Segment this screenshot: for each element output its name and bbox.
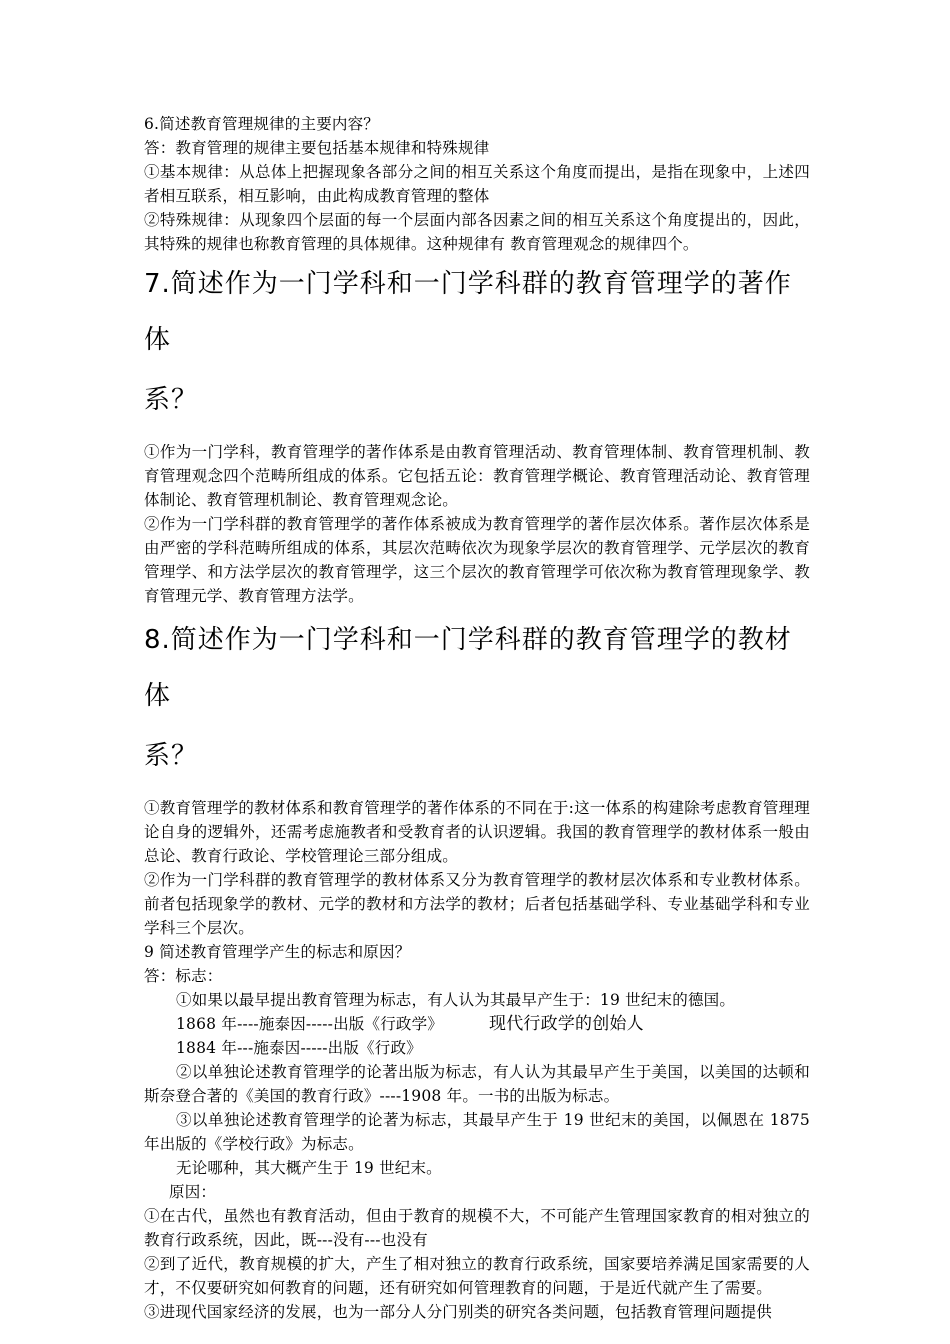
- q9-answer-label: 答：标志：: [144, 967, 223, 985]
- q8-paragraph-2: ②作为一门学科群的教育管理学的教材体系又分为教育管理学的教材层次体系和专业教材体系。前者包括现象学的教材、元学的教材和方法学的教材；后者包括基础学科、专业基础学科和专业学科三个层次。: [144, 871, 810, 937]
- q9-reason-3: ③进现代国家经济的发展，也为一部分人分门别类的研究各类问题，包括教育管理问题提供: [144, 1303, 773, 1321]
- q6-paragraph-2: ②特殊规律：从现象四个层面的每一个层面内部各因素之间的相互关系这个角度提出的，因此，其特殊的规律也称教育管理的具体规律。这种规律有 教育管理观念的规律四个。: [144, 211, 810, 253]
- q8-heading: [144, 612, 810, 788]
- q9-marker-1-line-1: [144, 1012, 810, 1036]
- q9-title: 9 简述教育管理学产生的标志和原因？: [144, 943, 411, 961]
- q9-founder-note: 现代行政学的创始人: [489, 1014, 644, 1034]
- q9-marker-1-line-2: 1884 年---施泰因-----出版《行政》: [176, 1039, 422, 1057]
- q9-marker-1: ①如果以最早提出教育管理为标志，有人认为其最早产生于：19 世纪末的德国。: [176, 991, 736, 1009]
- q7-paragraph-2: ②作为一门学科群的教育管理学的著作体系被成为教育管理学的著作层次体系。著作层次体系是由严密的学科范畴所组成的体系，其层次范畴依次为现象学层次的教育管理学、元学层次的教育管理学、和方法学层次的教育管理学，这三个层次的教育管理学可依次称为教育管理现象学、教育管理元学、教育管理方法学。: [144, 515, 810, 605]
- q8-heading-line-1: 8.简述作为一门学科和一门学科群的教育管理学的教材体: [144, 625, 792, 711]
- q9-reason-1: ①在古代，虽然也有教育活动，但由于教育的规模不大，不可能产生管理国家教育的相对独立的教育行政系统，因此，既---没有---也没有: [144, 1207, 810, 1249]
- q9-marker-3: ③以单独论述教育管理学的论著为标志，其最早产生于 19 世纪末的美国，以佩恩在 1875 年出版的《学校行政》为标志。: [144, 1111, 810, 1153]
- q9-1868-entry: 1868 年----施泰因-----出版《行政学》: [176, 1015, 444, 1033]
- q9-summary: 无论哪种，其大概产生于 19 世纪末。: [176, 1159, 442, 1177]
- document-body: [144, 112, 810, 1324]
- q7-heading-line-2: 系？: [144, 385, 199, 415]
- q7-paragraph-1: ①作为一门学科，教育管理学的著作体系是由教育管理活动、教育管理体制、教育管理机制、教育管理观念四个范畴所组成的体系。它包括五论：教育管理学概论、教育管理活动论、教育管理体制论、教育管理机制论、教育管理观念论。: [144, 443, 810, 509]
- q6-title: 6.简述教育管理规律的主要内容？: [144, 115, 379, 133]
- q9-marker-2: ②以单独论述教育管理学的论著出版为标志，有人认为其最早产生于美国，以美国的达顿和斯奈登合著的《美国的教育行政》----1908 年。一书的出版为标志。: [144, 1063, 810, 1105]
- q8-heading-line-2: 系？: [144, 741, 199, 771]
- q6-paragraph-1: ①基本规律：从总体上把握现象各部分之间的相互关系这个角度而提出，是指在现象中，上述四者相互联系，相互影响，由此构成教育管理的整体: [144, 163, 810, 205]
- q7-heading-line-1: 7.简述作为一门学科和一门学科群的教育管理学的著作体: [144, 269, 792, 355]
- q9-reason-label: 原因：: [169, 1183, 217, 1201]
- q8-paragraph-1: ①教育管理学的教材体系和教育管理学的著作体系的不同在于:这一体系的构建除考虑教育管理理论自身的逻辑外，还需考虑施教者和受教育者的认识逻辑。我国的教育管理学的教材体系一般由总论、教育行政论、学校管理论三部分组成。: [144, 799, 810, 865]
- q9-reason-2: ②到了近代，教育规模的扩大，产生了相对独立的教育行政系统，国家要培养满足国家需要的人才，不仅要研究如何教育的问题，还有研究如何管理教育的问题，于是近代就产生了需要。: [144, 1255, 810, 1297]
- q6-answer: 答：教育管理的规律主要包括基本规律和特殊规律: [144, 139, 490, 157]
- q7-heading: [144, 256, 810, 432]
